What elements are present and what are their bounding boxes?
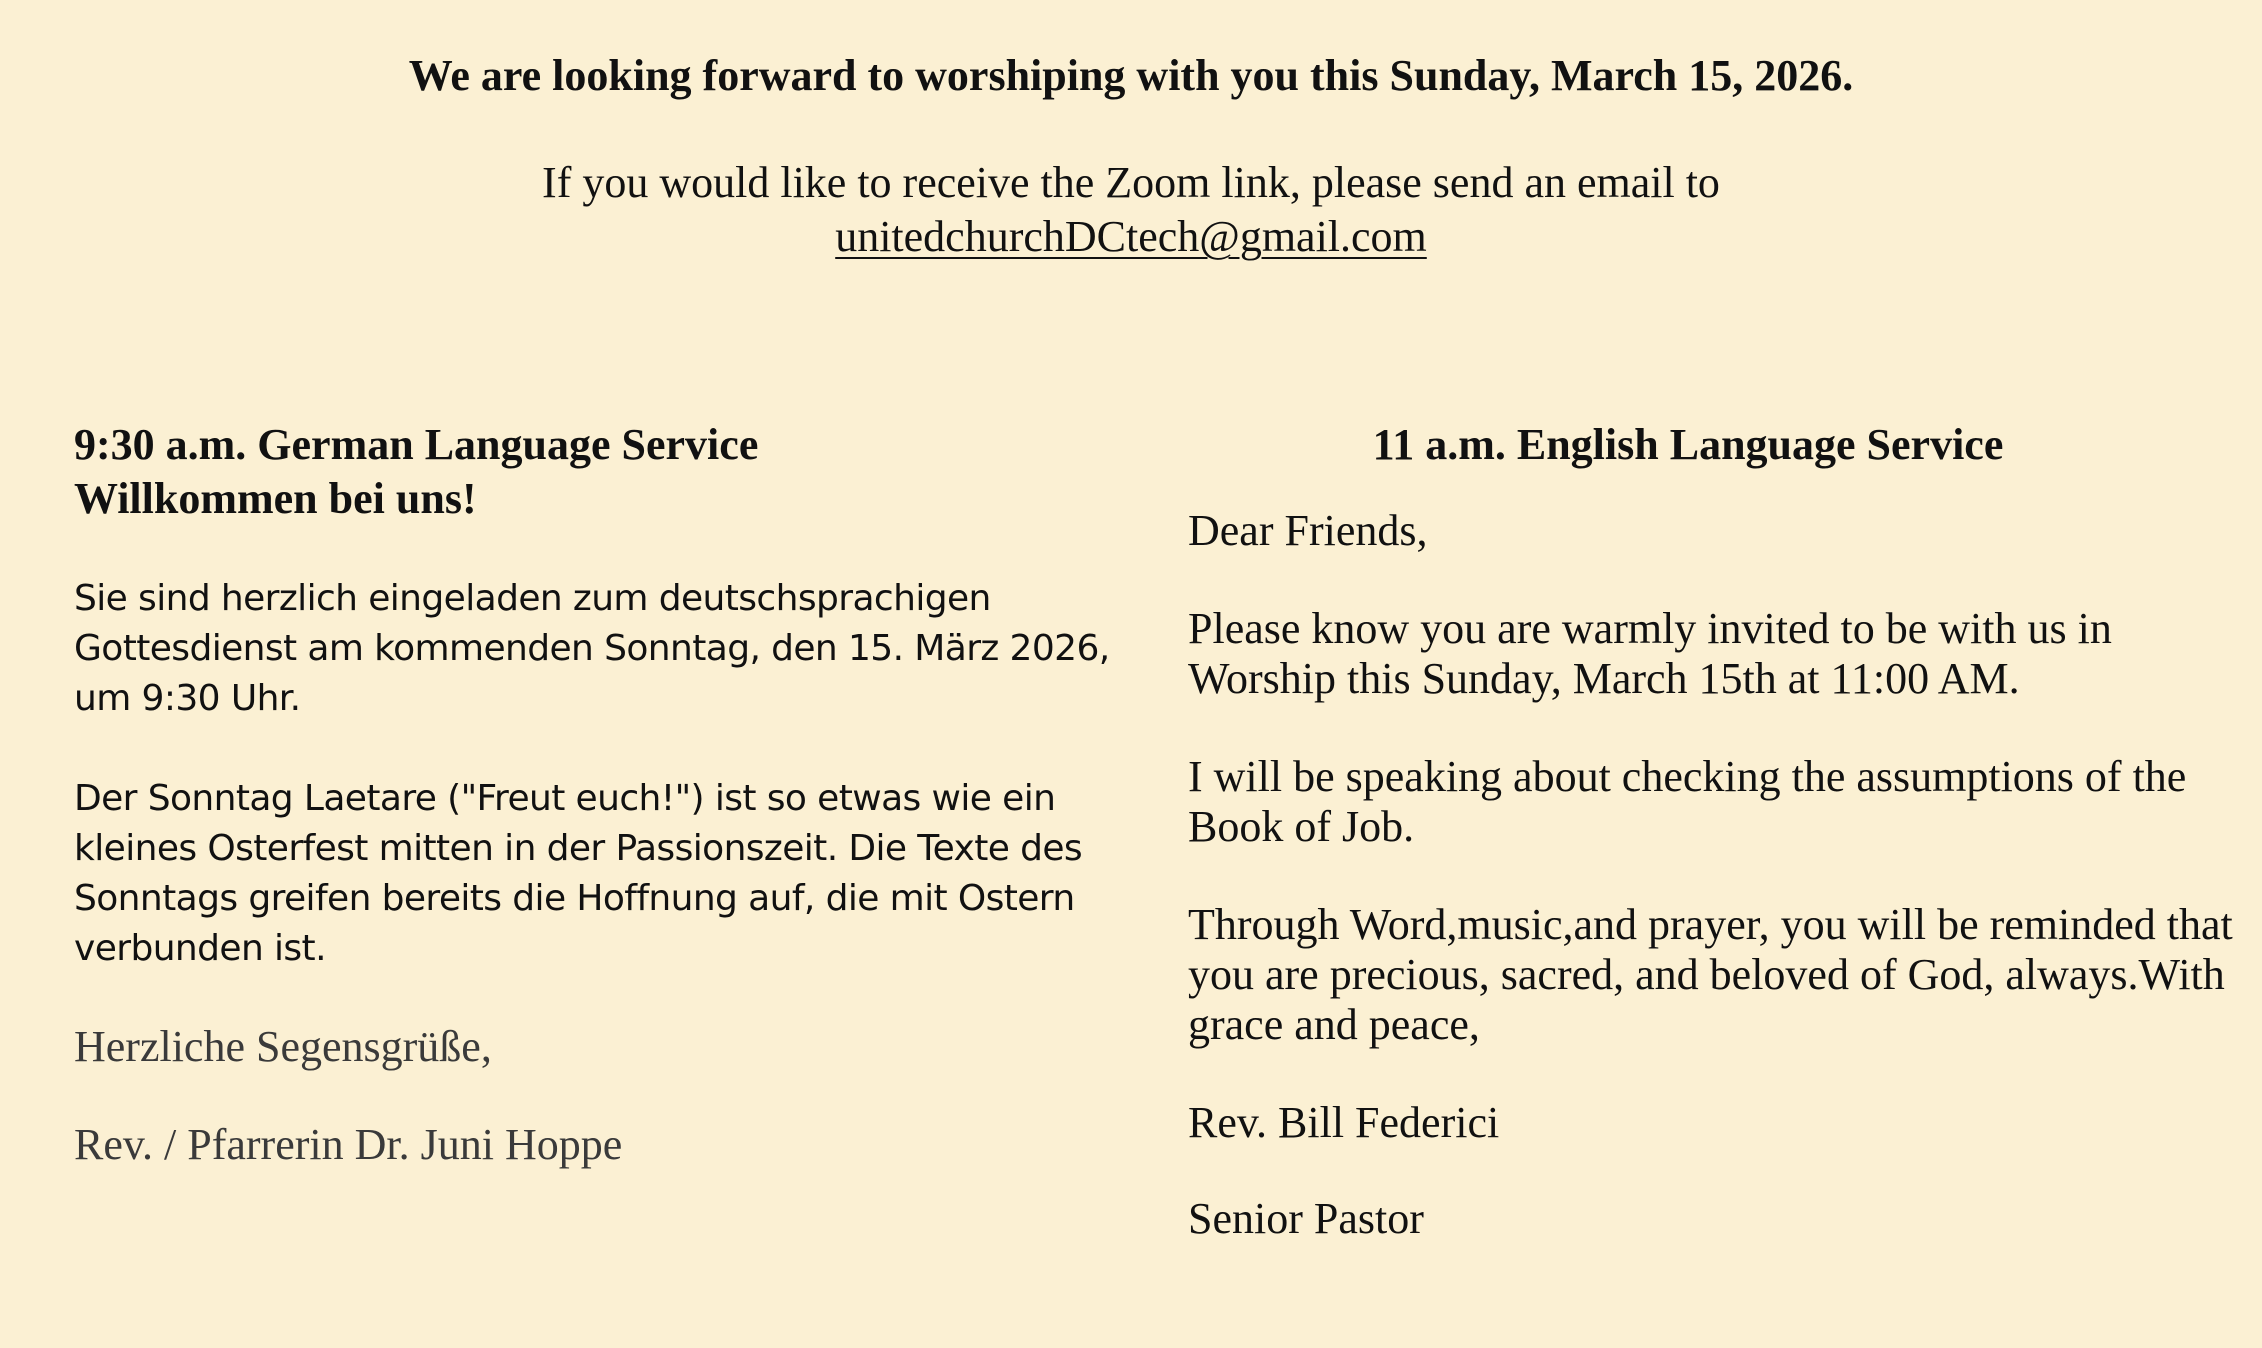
english-service-section [1188,418,2238,1244]
english-greeting: Dear Friends, [1188,506,1428,555]
english-pastor-role: Senior Pastor [1188,1194,1424,1243]
english-sermon-paragraph: I will be speaking about checking the assumptions of the Book of Job. [1188,752,2187,851]
german-signature: Rev. / Pfarrerin Dr. Juni Hoppe [74,1120,623,1169]
german-closing: Herzliche Segensgrüße, [74,1022,492,1071]
zoom-instructions: If you would like to receive the Zoom link, please send an email to [542,158,1720,207]
english-signature: Rev. Bill Federici [1188,1098,1500,1147]
announcement-header [0,48,2262,264]
english-invitation-paragraph: Please know you are warmly invited to be with us in Worship this Sunday, March 15th at 11:00 AM. [1188,604,2112,703]
german-invitation-paragraph: Sie sind herzlich eingeladen zum deutschsprachigen Gottesdienst am kommenden Sonntag, den 15. März 2026, um 9:30 Uhr. [74,578,1110,719]
german-laetare-paragraph: Der Sonntag Laetare ("Freut euch!") ist so etwas wie ein kleines Osterfest mitten in der Passionszeit. Die Texte des Sonntags greifen bereits die Hoffnung auf, die mit Ostern verbunden ist. [74,778,1083,969]
german-service-section [74,418,1164,1170]
german-service-title: 9:30 a.m. German Language Service [74,420,759,469]
email-link[interactable]: unitedchurchDCtech@gmail.com [835,212,1427,261]
headline: We are looking forward to worshiping with you this Sunday, March 15, 2026. [408,51,1854,100]
german-welcome: Willkommen bei uns! [74,474,477,523]
english-service-title: 11 a.m. English Language Service [1372,420,2004,469]
english-blessing-paragraph: Through Word,music,and prayer, you will be reminded that you are precious, sacred, and beloved of God, always.With grace and peace, [1188,900,2233,1049]
